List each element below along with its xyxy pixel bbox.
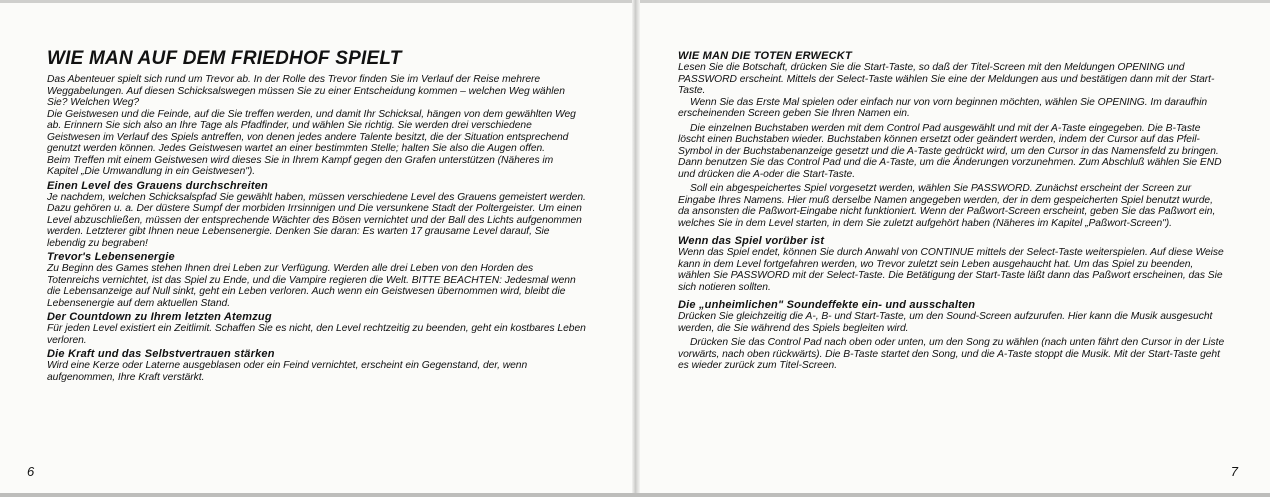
section-text: Je nachdem, welchen Schicksalspfad Sie gewählt haben, müssen verschiedene Level des Grauens gemeistert werden. Dazu gehören u. a. Der düstere Sumpf der morbiden Irrsinnigen und Die versunkene Stadt der Poltergeister. Um einen Level abzuschließen, müssen der entsprechende Wächter des Bösen vernichtet und der Ball des Lichts aufgenommen werden. Letzterer gibt Ihnen neue Lebensenergie. Denken Sie daran: Es warten 17 grausame Level darauf, Sie lebendig zu begraben!	[47, 191, 586, 249]
section-heading: Die Kraft und das Selbstvertrauen stärken	[47, 348, 275, 360]
section-text: Wenn das Spiel endet, können Sie durch Anwahl von CONTINUE mittels der Select-Taste weiterspielen. Auf diese Weise kann in dem Level fortgefahren werden, wo Trevor zuletzt sein Leben ausgehaucht hat. Um das Spiel zu beenden, wählen Sie PASSWORD mit der Select-Taste. Die Betätigung der Start-Taste läßt dann das Paßwort erscheinen, das Sie sich notieren sollten.	[678, 247, 1224, 293]
intro-paragraph: Beim Treffen mit einem Geistwesen wird dieses Sie in Ihrem Kampf gegen den Grafen unterstützen (Näheres im Kapitel „Die Umwandlung in ein Geistwesen").	[47, 154, 554, 177]
section-heading: Wenn das Spiel vorüber ist	[678, 235, 825, 247]
scan-bottom-edge	[0, 493, 1270, 497]
section-heading: Die „unheimlichen" Soundeffekte ein- und ausschalten	[678, 299, 976, 311]
section-heading: Trevor's Lebensenergie	[47, 251, 175, 263]
section-text: Soll ein abgespeichertes Spiel vorgesetzt werden, wählen Sie PASSWORD. Zunächst erscheint der Screen zur Eingabe Ihres Namens. Hier muß derselbe Namen angegeben werden, der in dem gespeicherten Spiel benutzt wurde, da ansonsten die Paßwort-Eingabe nicht funktioniert. Wenn der Paßwort-Screen erscheint, geben Sie das Paßwort ein, welches Sie in dem Level starten, in dem Sie zuletzt aufgehört haben (Näheres im Kapitel „Paßwort-Screen").	[678, 183, 1216, 229]
intro-paragraph: Die Geistwesen und die Feinde, auf die Sie treffen werden, und damit Ihr Schicksal, hängen von dem gewählten Weg ab. Erinnern Sie sich also an Ihre Tage als Pfadfinder, und wählen Sie richtig. Sie werden drei verschiedene Geistwesen im Verlauf des Spiels antreffen, von denen jedes andere Talente besitzt, die der Situation entsprechend genutzt werden können. Jedes Geistwesen wartet an einer bestimmten Stelle; halten Sie also die Augen offen.	[47, 108, 576, 154]
section-text: Zu Beginn des Games stehen Ihnen drei Leben zur Verfügung. Werden alle drei Leben von den Horden des Totenreichs vernichtet, ist das Spiel zu Ende, und die Vampire regieren die Welt. BITTE BEACHTEN: Jedesmal wenn die Lebensanzeige auf Null sinkt, geht ein Leben verloren. Auch wenn ein Geistwesen übernommen wird, bleibt die Lebensenergie auf dem aktuellen Stand.	[47, 263, 576, 309]
section-text: Drücken Sie das Control Pad nach oben oder unten, um den Song zu wählen (nach unten fährt den Cursor in der Liste vorwärts, nach oben rückwärts). Die B-Taste startet den Song, und die A-Taste stoppt die Musik. Mit der Start-Taste geht es wieder zurück zum Titel-Screen.	[678, 337, 1225, 371]
section-text: Wenn Sie das Erste Mal spielen oder einfach nur von vorn beginnen möchten, wählen Sie OPENING. Im daraufhin erscheinenden Screen geben Sie Ihren Namen ein.	[678, 96, 1208, 119]
section-text: Für jeden Level existiert ein Zeitlimit. Schaffen Sie es nicht, den Level rechtzeitig zu beenden, geht ein kostbares Leben verloren.	[47, 323, 586, 346]
section-heading: Einen Level des Grauens durchschreiten	[47, 179, 268, 192]
left-page	[0, 0, 632, 497]
intro-paragraph: Das Abenteuer spielt sich rund um Trevor ab. In der Rolle des Trevor finden Sie im Verlauf der Reise mehrere Weggabelungen. Auf diesen Schicksalswegen müssen Sie zu einer Entscheidung kommen – welchen Weg wählen Sie? Welchen Weg?	[47, 74, 565, 108]
section-text: Drücken Sie gleichzeitig die A-, B- und Start-Taste, um den Sound-Screen aufzurufen. Hier kann die Musik ausgesucht werden, die Sie während des Spiels begleiten wird.	[678, 311, 1213, 334]
right-page	[640, 0, 1270, 497]
page-number-right: 7	[1230, 464, 1238, 479]
section-heading: Der Countdown zu Ihrem letzten Atemzug	[47, 311, 272, 323]
book-gutter	[632, 0, 640, 497]
section-text: Die einzelnen Buchstaben werden mit dem Control Pad ausgewählt und mit der A-Taste eingegeben. Die B-Taste löscht einen Buchstaben wieder. Buchstaben können ersetzt oder geändert werden, indem der Cursor auf das Pfeil-Symbol in der Buchstabenanzeige gesetzt und die A-Taste gedrückt wird, um den Cursor in das Namensfeld zu bringen. Dann benutzen Sie das Control Pad und die A-Taste, um die Änderungen vorzunehmen. Zum Abschluß wählen Sie END und drücken die A-oder die Start-Taste.	[678, 122, 1222, 180]
section-text: Wird eine Kerze oder Laterne ausgeblasen oder ein Feind vernichtet, erscheint ein Gegenstand, der, wenn aufgenommen, Ihre Kraft verstärkt.	[47, 360, 528, 383]
right-page-content	[678, 50, 1226, 372]
section-text: Lesen Sie die Botschaft, drücken Sie die Start-Taste, so daß der Titel-Screen mit den Meldungen OPENING und PASSWORD erscheint. Mittels der Select-Taste wählen Sie eine der Meldungen aus und bestätigen dann mit der Start-Taste.	[678, 62, 1215, 96]
page-title: WIE MAN AUF DEM FRIEDHOF SPIELT	[47, 48, 402, 69]
left-page-content	[47, 48, 587, 383]
page-number-left: 6	[27, 464, 35, 479]
section-heading: WIE MAN DIE TOTEN ERWECKT	[678, 50, 852, 62]
